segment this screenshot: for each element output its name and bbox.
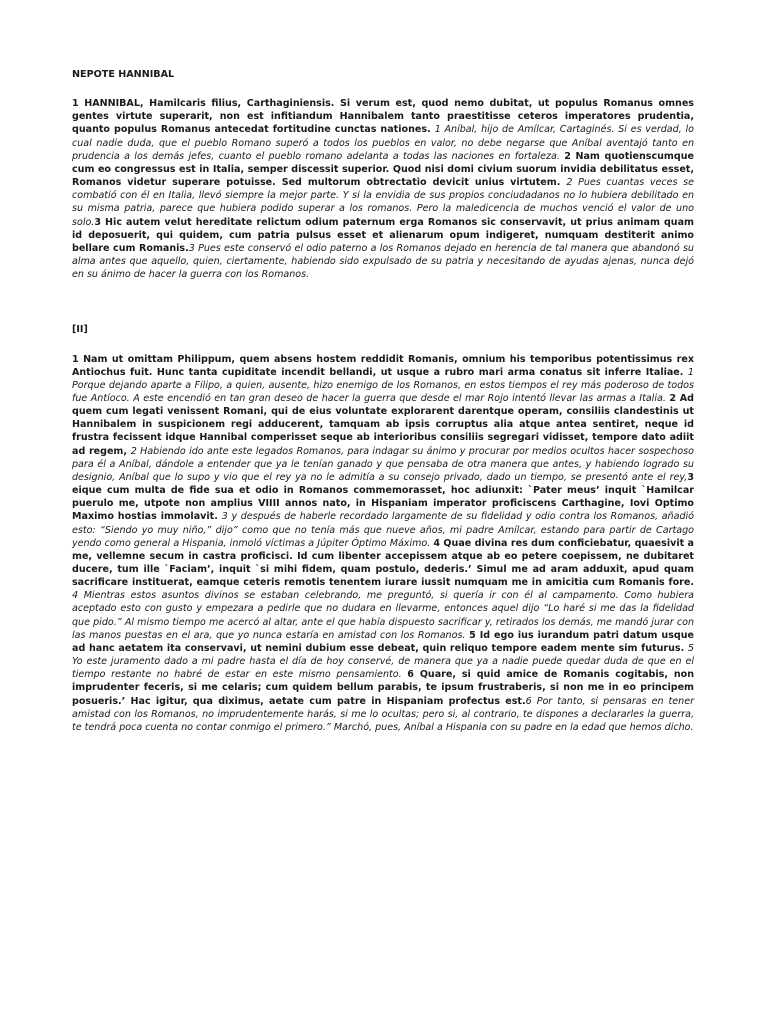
latin-text: 3 Hic autem velut hereditate relictum odium paternum erga Romanos sic conservavit, ut prius animam quam id deposuerit, qui quidem, cum patria pulsus esset et alienarum opum indigeret, numquam destiterit animo bellare cum Romanis. bbox=[72, 216, 694, 254]
document-page bbox=[72, 68, 694, 734]
document-title: NEPOTE HANNIBAL bbox=[72, 69, 175, 80]
paragraph-chapter-2 bbox=[72, 353, 694, 735]
paragraph-chapter-1 bbox=[72, 97, 694, 281]
latin-text: 1 HANNIBAL, Hamilcaris filius, Carthaginiensis. Si verum est, quod nemo dubitat, ut populus Romanus omnes gentes virtute superarit, non est infitiandum Hannibalem tanto praestitisse ceteros imperatores prudentia, quanto populus Romanus antecedat fortitudine cunctas nationes. bbox=[72, 98, 694, 136]
latin-text: 4 Quae divina res dum conficiebatur, quaesivit a me, vellemne secum in castra proficisci. Id cum libenter accepissem atque ab eo petere coepissem, ne dubitaret ducere, tum ille `Faciam’, inquit `si mihi fidem, quam postulo, dederis.’ Simul me ad aram adduxit, apud quam sacrificare instituerat, eamque ceteris remotis tenentem iurare iussit numquam me in amicitia cum Romanis fore. bbox=[72, 537, 694, 589]
latin-text: 2 Nam quotienscumque cum eo congressus est in Italia, semper discessit superior. Quod nisi domi civium suorum invidia debilitatus esset, Romanos videtur superare potuisse. Sed multorum obtrectatio devicit unius virtutem. bbox=[72, 150, 694, 189]
spanish-translation: 4 Mientras estos asuntos divinos se estaban celebrando, me preguntó, si quería ir con él al campamento. Como hubiera aceptado esto con gusto y empezara a pedirle que no dudara en llevarme, entonces aquel dijo “Lo haré si me das la fidelidad que pido.” Al mismo tiempo me acercó al altar, ante el que había dispuesto sacrificar y, retirados los demás, me mandó jurar con las manos puestas en el ara, que yo nunca estaría en amistad con los Romanos. bbox=[72, 590, 694, 641]
spanish-translation: 1 Porque dejando aparte a Filipo, a quien, ausente, hizo enemigo de los Romanos, en estos tiempos el rey más poderoso de todos fue Antíoco. A este encendió en tan gran deseo de hacer la guerra que desde el mar Rojo intentó llevar las armas a Italia. bbox=[72, 366, 694, 404]
spanish-translation: 2 Pues cuantas veces se combatió con él en Italia, llevó siempre la mejor parte. Y si la envidia de sus propios conciudadanos no lo hubiera debilitado en su misma patria, parece que hubiera podido superar a los romanos. Pero la maledicencia de muchos venció el valor de uno solo. bbox=[72, 177, 694, 228]
section-heading: [II] bbox=[72, 324, 88, 336]
latin-text: 5 Id ego ius iurandum patri datum usque ad hanc aetatem ita conservavi, ut nemini dubium esse debeat, quin reliquo tempore eadem mente sim futurus. bbox=[72, 629, 695, 654]
latin-text: 1 Nam ut omittam Philippum, quem absens hostem reddidit Romanis, omnium his temporibus potentissimus rex Antiochus fuit. Hunc tanta cupiditate incendit bellandi, ut usque a rubro mari arma conatus sit inferre Italiae. bbox=[72, 353, 694, 378]
spanish-translation: 3 Pues este conservó el odio paterno a los Romanos dejado en herencia de tal manera que abandonó su alma antes que aquello, quien, ciertamente, habiendo sido expulsado de su patria y necesitando de ayudas ajenas, nunca dejó en su ánimo de hacer la guerra con los Romanos. bbox=[72, 242, 694, 281]
latin-text: 6 Quare, si quid amice de Romanis cogitabis, non imprudenter feceris, si me celaris; cum quidem bellum parabis, te ipsum frustraberis, si non me in eo principem posueris.’ Hac igitur, qua diximus, aetate cum patre in Hispaniam profectus est. bbox=[72, 669, 694, 707]
spanish-translation: 2 Habiendo ido ante este legados Romanos, para indagar su ánimo y procurar por medios ocultos hacer sospechoso para él a Aníbal, dándole a entender que ya le tenían ganado y que pensaba de otra manera que antes, y habiendo logrado su designio, Aníbal que lo supo y vio que el rey ya no le admitía a su consejo privado, dado un tiempo, se presentó ante el rey, bbox=[72, 445, 694, 483]
latin-text: 3 eique cum multa de fide sua et odio in Romanos commemorasset, hoc adiunxit: `Pater meus’ inquit `Hamilcar puerulo me, utpote non amplius VIIII annos nato, in Hispaniam imperator proficiscens Carthagine, Iovi Optimo Maximo hostias immolavit. bbox=[72, 471, 694, 523]
spanish-translation: 3 y después de haberle recordado largamente de su fidelidad y odio contra los Romanos, añadió esto: “Siendo yo muy niño,” dijo” como que no tenía más que nueve años, mi padre Amílcar, estando para partir de Cartago yendo como general a Hispania, inmoló víctimas a Júpiter Óptimo Máximo. bbox=[72, 511, 695, 549]
latin-text: 2 Ad quem cum legati venissent Romani, qui de eius voluntate explorarent darentque operam, consiliis clandestinis ut Hannibalem in suspicionem regi adducerent, tamquam ab ipsis corruptus alia atque antea sentiret, neque id frustra fecissent idque Hannibal comperisset seque ab interioribus consiliis segregari vidisset, tempore dato adiit ad regem, bbox=[72, 392, 694, 457]
spanish-translation: 6 Por tanto, si pensaras en tener amistad con los Romanos, no imprudentemente harás, si me lo ocultas; pero si, al contrario, te dispones a declararles la guerra, te tendrá poca cuenta no contar conmigo el primero.” Marchó, pues, Aníbal a Hispania con su padre en la edad que hemos dicho. bbox=[72, 695, 694, 733]
spanish-translation: 1 Aníbal, hijo de Amílcar, Cartaginés. Si es verdad, lo cual nadie duda, que el pueblo Romano superó a todos los pueblos en valor, no debe negarse que Aníbal aventajó tanto en prudencia a los demás jefes, cuanto el pueblo romano adelanta a todas las naciones en fortaleza. bbox=[72, 124, 694, 162]
spanish-translation: 5 Yo este juramento dado a mi padre hasta el día de hoy conservé, de manera que ya a nadie puede quedar duda de que en el tiempo restante no habré de estar en este mismo pensamiento. bbox=[72, 642, 694, 681]
